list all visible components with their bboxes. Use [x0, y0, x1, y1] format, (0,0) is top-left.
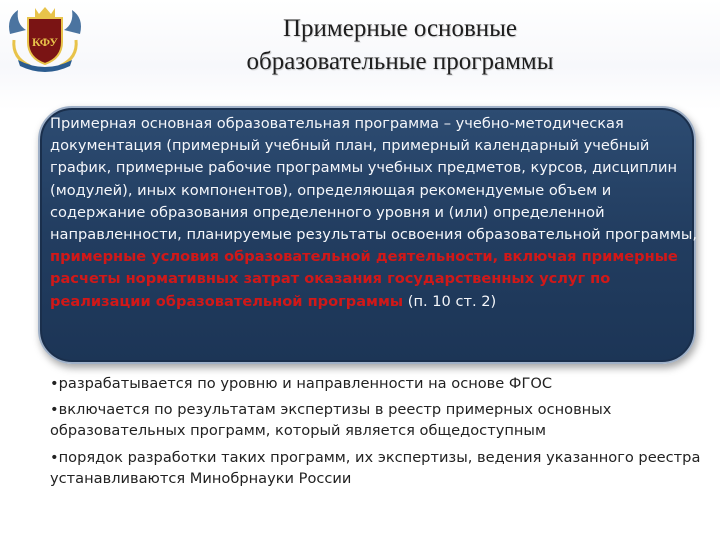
title-line-1: Примерные основные	[282, 15, 518, 42]
logo-lettering: КФУ	[31, 35, 59, 49]
bullet-item: •разрабатывается по уровню и направленности на основе ФГОС	[50, 375, 553, 392]
definition-body: – учебно-методическая документация (примерный учебный план, примерный календарный учебный график, примерные рабочие программы учебных предметов, курсов, дисциплин (модулей), иных компонентов), определяющая рекомендуемые объем и содержание образования определенного уровня и (или) определенной направленности, планируемые результаты освоения образовательной программы,	[50, 115, 698, 244]
definition-term: Примерная основная образовательная программа	[50, 115, 440, 132]
bullet-item: •включается по результатам экспертизы в реестр примерных основных образовательных программ, который является общедоступным	[50, 401, 612, 440]
bullet-list	[50, 373, 710, 494]
definition-highlight: примерные условия образовательной деятельности, включая примерные расчеты нормативных затрат оказания государственных услуг по реализации образовательной программы	[50, 248, 678, 310]
definition-reference: (п. 10 ст. 2)	[403, 292, 497, 310]
university-logo	[4, 4, 86, 72]
definition-text	[50, 113, 700, 313]
title-line-2: образовательные программы	[246, 48, 554, 75]
bullet-item: •порядок разработки таких программ, их экспертизы, ведения указанного реестра устанавливаются Минобрнауки России	[50, 448, 701, 487]
page-title	[150, 12, 650, 78]
